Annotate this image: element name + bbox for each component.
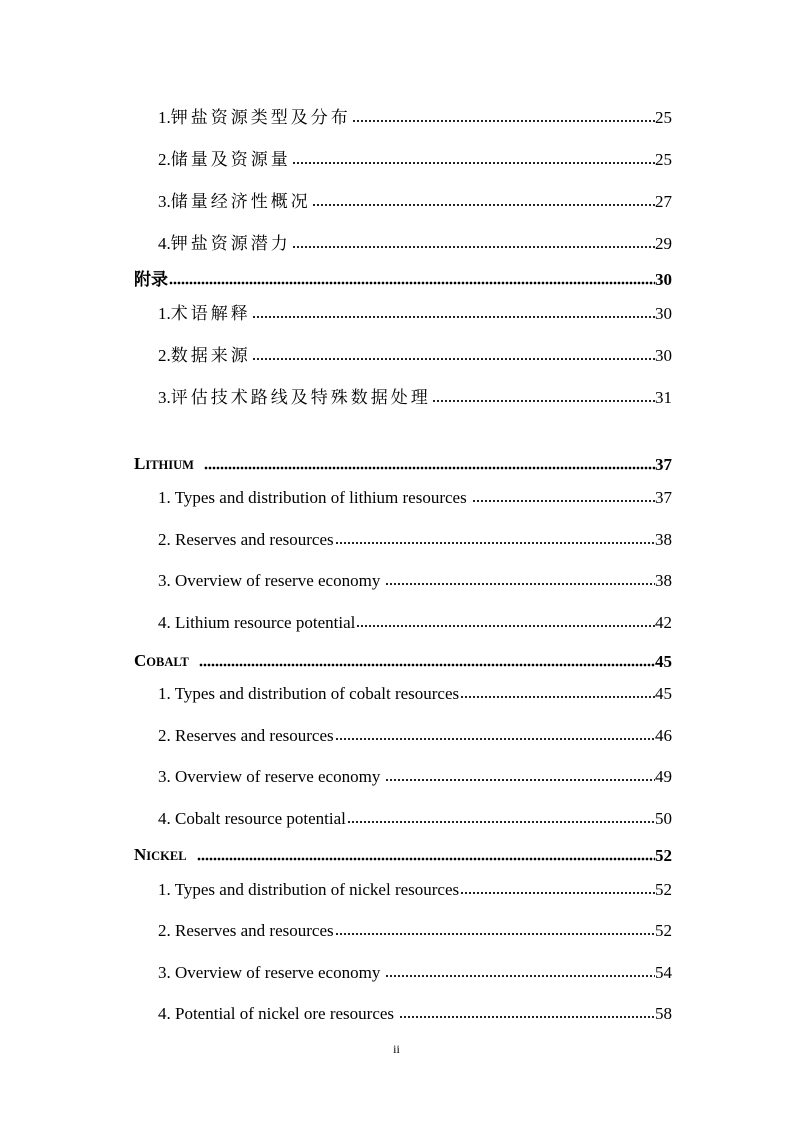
toc-entry-title: 3. Overview of reserve economy: [158, 963, 381, 982]
toc-entry-title: 钾盐资源潜力: [170, 234, 291, 253]
toc-entry-title: 1. Types and distribution of nickel resources: [158, 880, 460, 899]
toc-entry-potash-reserves[interactable]: [158, 146, 672, 170]
toc-page-number: 45: [655, 684, 672, 703]
toc-page-number: 38: [655, 530, 672, 549]
dot-leader: [385, 974, 655, 978]
toc-entry-title: 储量经济性概况: [170, 192, 311, 211]
toc-section-title: LITHIUM: [134, 454, 194, 473]
toc-entry-title: 评估技术路线及特殊数据处理: [170, 388, 431, 407]
toc-entry-number: 4.: [158, 234, 171, 253]
toc-page-number: 52: [655, 921, 672, 940]
dot-leader: [335, 737, 655, 741]
toc-page-number: 25: [655, 108, 672, 127]
dot-leader: [252, 357, 655, 361]
toc-page-number: 30: [655, 270, 672, 289]
toc-entry-potash-economy[interactable]: [158, 188, 672, 212]
toc-entry-lithium-reserves[interactable]: [158, 526, 672, 550]
toc-entry-nickel-reserves[interactable]: [158, 917, 672, 941]
toc-entry-title: 2. Reserves and resources: [158, 726, 334, 745]
dot-leader: [356, 624, 655, 628]
toc-page-number: 58: [655, 1004, 672, 1023]
dot-leader: [472, 499, 655, 503]
toc-entry-nickel-types[interactable]: [158, 876, 672, 900]
toc-page-number: 30: [655, 346, 672, 365]
toc-entry-title: 2. Reserves and resources: [158, 921, 334, 940]
toc-entry-number: 1.: [158, 108, 171, 127]
toc-page-number: 30: [655, 304, 672, 323]
toc-page-number: 50: [655, 809, 672, 828]
toc-entry-title: 1. Types and distribution of lithium resources: [158, 488, 467, 507]
toc-entry-title: 钾盐资源类型及分布: [170, 108, 351, 127]
toc-entry-nickel-economy[interactable]: [158, 959, 672, 983]
toc-section-title: 附录: [134, 270, 168, 289]
dot-leader: [385, 582, 655, 586]
dot-leader: [335, 932, 655, 936]
toc-page-number: 46: [655, 726, 672, 745]
toc-entry-data-sources[interactable]: [158, 342, 672, 366]
toc-entry-title: 3. Overview of reserve economy: [158, 767, 381, 786]
dot-leader: [335, 541, 655, 545]
toc-entry-title: 4. Lithium resource potential: [158, 613, 356, 632]
toc-page-number: 49: [655, 767, 672, 786]
toc-entry-nickel-potential[interactable]: [158, 1000, 672, 1024]
toc-page-number: 27: [655, 192, 672, 211]
toc-entry-title: 数据来源: [170, 346, 251, 365]
toc-entry-title: 4. Potential of nickel ore resources: [158, 1004, 395, 1023]
dot-leader: [399, 1015, 655, 1019]
toc-page-number: 52: [655, 880, 672, 899]
toc-section-title: NICKEL: [134, 845, 187, 864]
dot-leader: [460, 695, 655, 699]
toc-entry-number: 2.: [158, 346, 171, 365]
toc-entry-number: 3.: [158, 388, 171, 407]
toc-entry-number: 3.: [158, 192, 171, 211]
dot-leader: [197, 857, 655, 861]
toc-entry-number: 2.: [158, 150, 171, 169]
toc-entry-cobalt-types[interactable]: [158, 680, 672, 704]
toc-entry-lithium-economy[interactable]: [158, 567, 672, 591]
dot-leader: [352, 119, 655, 123]
toc-entry-title: 3. Overview of reserve economy: [158, 571, 381, 590]
toc-page-number: 29: [655, 234, 672, 253]
dot-leader: [169, 281, 655, 285]
dot-leader: [460, 891, 655, 895]
toc-entry-potash-types[interactable]: [158, 104, 672, 128]
toc-entry-number: 1.: [158, 304, 171, 323]
toc-entry-methodology[interactable]: [158, 384, 672, 408]
toc-entry-title: 储量及资源量: [170, 150, 291, 169]
page-number-footer: ii: [393, 1042, 400, 1056]
dot-leader: [199, 663, 655, 667]
toc-page-number: 31: [655, 388, 672, 407]
toc-entry-terms[interactable]: [158, 300, 672, 324]
dot-leader: [432, 399, 655, 403]
toc-page-number: 37: [655, 488, 672, 507]
toc-section-nickel[interactable]: [134, 842, 672, 866]
dot-leader: [204, 466, 655, 470]
toc-entry-cobalt-economy[interactable]: [158, 763, 672, 787]
toc-page-number: 54: [655, 963, 672, 982]
dot-leader: [252, 315, 655, 319]
dot-leader: [385, 778, 655, 782]
toc-page-number: 42: [655, 613, 672, 632]
toc-page-number: 37: [655, 455, 672, 474]
dot-leader: [292, 161, 655, 165]
toc-page-number: 38: [655, 571, 672, 590]
toc-page-number: 45: [655, 652, 672, 671]
toc-entry-potash-potential[interactable]: [158, 230, 672, 254]
toc-page-number: 52: [655, 846, 672, 865]
toc-entry-title: 术语解释: [170, 304, 251, 323]
toc-entry-lithium-types[interactable]: [158, 484, 672, 508]
dot-leader: [292, 245, 655, 249]
toc-page-number: 25: [655, 150, 672, 169]
toc-section-lithium[interactable]: [134, 451, 672, 475]
dot-leader: [347, 820, 655, 824]
toc-entry-lithium-potential[interactable]: [158, 609, 672, 633]
toc-entry-title: 2. Reserves and resources: [158, 530, 334, 549]
toc-section-appendix[interactable]: [134, 266, 672, 290]
toc-entry-cobalt-reserves[interactable]: [158, 722, 672, 746]
toc-entry-title: 4. Cobalt resource potential: [158, 809, 346, 828]
toc-section-title: COBALT: [134, 651, 189, 670]
toc-entry-cobalt-potential[interactable]: [158, 805, 672, 829]
dot-leader: [312, 203, 655, 207]
toc-section-cobalt[interactable]: [134, 648, 672, 672]
toc-entry-title: 1. Types and distribution of cobalt resources: [158, 684, 460, 703]
